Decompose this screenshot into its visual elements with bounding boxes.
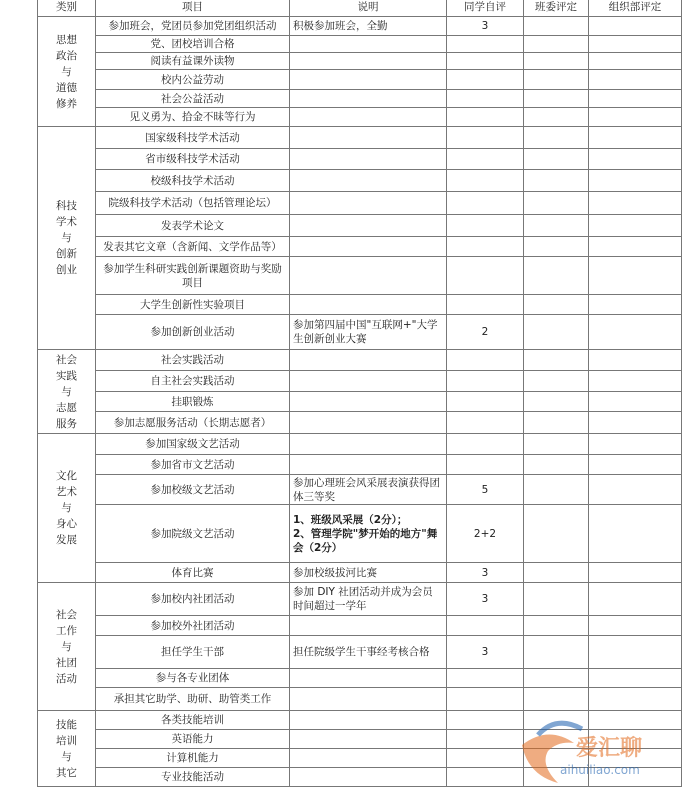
org-score-cell bbox=[589, 563, 682, 583]
category-label-line: 文化 bbox=[56, 470, 77, 482]
item-cell: 社会实践活动 bbox=[96, 350, 290, 371]
category-label-line: 志愿 bbox=[56, 401, 77, 414]
org-score-cell bbox=[589, 127, 682, 149]
org-score-cell bbox=[589, 371, 682, 392]
class-score-cell bbox=[524, 257, 589, 295]
item-cell: 承担其它助学、助研、助管类工作 bbox=[96, 688, 290, 711]
self-score-cell bbox=[447, 455, 524, 475]
self-score-cell bbox=[447, 53, 524, 70]
note-cell bbox=[290, 295, 447, 315]
class-score-cell bbox=[524, 237, 589, 257]
class-score-cell bbox=[524, 170, 589, 192]
table-row bbox=[38, 36, 682, 53]
table-row bbox=[38, 108, 682, 127]
class-score-cell bbox=[524, 108, 589, 127]
item-cell: 校内公益劳动 bbox=[96, 70, 290, 90]
org-score-cell bbox=[589, 70, 682, 90]
note-cell bbox=[290, 149, 447, 170]
evaluation-table bbox=[37, 0, 682, 787]
class-score-cell bbox=[524, 70, 589, 90]
org-score-cell bbox=[589, 583, 682, 616]
org-score-cell bbox=[589, 192, 682, 215]
table-row bbox=[38, 583, 682, 616]
table-row bbox=[38, 563, 682, 583]
org-score-cell bbox=[589, 455, 682, 475]
item-cell: 自主社会实践活动 bbox=[96, 371, 290, 392]
category-label-line: 修养 bbox=[56, 97, 77, 110]
self-score-cell bbox=[447, 669, 524, 688]
note-cell bbox=[290, 711, 447, 730]
class-score-cell bbox=[524, 127, 589, 149]
self-score-cell bbox=[447, 295, 524, 315]
self-score-cell bbox=[447, 688, 524, 711]
self-score-cell bbox=[447, 749, 524, 768]
self-score-cell bbox=[447, 70, 524, 90]
class-score-cell bbox=[524, 669, 589, 688]
self-score-cell bbox=[447, 434, 524, 455]
category-cell bbox=[38, 350, 96, 434]
category-label-line: 服务 bbox=[56, 417, 77, 430]
self-score-cell bbox=[447, 371, 524, 392]
note-cell: 参加心理班会风采展表演获得团体三等奖 bbox=[290, 475, 447, 505]
item-cell: 参加省市文艺活动 bbox=[96, 455, 290, 475]
class-score-cell bbox=[524, 392, 589, 412]
category-cell bbox=[38, 127, 96, 350]
item-cell: 见义勇为、拾金不昧等行为 bbox=[96, 108, 290, 127]
org-score-cell bbox=[589, 434, 682, 455]
class-score-cell bbox=[524, 434, 589, 455]
table-row bbox=[38, 350, 682, 371]
self-score-cell bbox=[447, 108, 524, 127]
table-row bbox=[38, 412, 682, 434]
item-cell: 专业技能活动 bbox=[96, 768, 290, 787]
item-cell: 参加学生科研实践创新课题资助与奖励项目 bbox=[96, 257, 290, 295]
table-row bbox=[38, 371, 682, 392]
org-score-cell bbox=[589, 505, 682, 563]
note-cell: 1、班级风采展（2分）； 2、管理学院"梦开始的地方"舞会（2分） bbox=[290, 505, 447, 563]
note-cell bbox=[290, 108, 447, 127]
item-cell: 院级科技学术活动（包括管理论坛） bbox=[96, 192, 290, 215]
note-cell: 参加第四届中国"互联网+"大学生创新创业大赛 bbox=[290, 315, 447, 350]
note-cell bbox=[290, 127, 447, 149]
class-score-cell bbox=[524, 636, 589, 669]
note-cell bbox=[290, 749, 447, 768]
self-score-cell bbox=[447, 392, 524, 412]
table-row bbox=[38, 192, 682, 215]
note-cell bbox=[290, 257, 447, 295]
category-label-line: 创业 bbox=[56, 264, 77, 276]
org-score-cell bbox=[589, 53, 682, 70]
class-score-cell bbox=[524, 350, 589, 371]
item-cell: 发表其它文章（含新闻、文学作品等） bbox=[96, 237, 290, 257]
org-score-cell bbox=[589, 36, 682, 53]
self-score-cell: 5 bbox=[447, 475, 524, 505]
table-row bbox=[38, 434, 682, 455]
class-score-cell bbox=[524, 295, 589, 315]
category-label-line: 与 bbox=[61, 502, 72, 514]
self-score-cell: 3 bbox=[447, 583, 524, 616]
self-score-cell bbox=[447, 237, 524, 257]
org-score-cell bbox=[589, 412, 682, 434]
category-cell bbox=[38, 583, 96, 711]
table-row bbox=[38, 53, 682, 70]
table-row bbox=[38, 616, 682, 636]
org-score-cell bbox=[589, 257, 682, 295]
category-label-line: 与 bbox=[61, 65, 72, 78]
category-label-line: 与 bbox=[61, 232, 72, 244]
item-cell: 参加志愿服务活动（长期志愿者） bbox=[96, 412, 290, 434]
table-row bbox=[38, 669, 682, 688]
class-score-cell bbox=[524, 36, 589, 53]
class-score-cell bbox=[524, 616, 589, 636]
watermark bbox=[518, 705, 678, 793]
self-score-cell bbox=[447, 257, 524, 295]
header-class-score: 班委评定 bbox=[524, 0, 589, 17]
org-score-cell bbox=[589, 350, 682, 371]
item-cell: 英语能力 bbox=[96, 730, 290, 749]
category-cell bbox=[38, 434, 96, 583]
table-row bbox=[38, 149, 682, 170]
table-row bbox=[38, 505, 682, 563]
note-cell bbox=[290, 237, 447, 257]
class-score-cell bbox=[524, 149, 589, 170]
category-label-line: 与 bbox=[61, 385, 72, 398]
self-score-cell bbox=[447, 36, 524, 53]
category-cell bbox=[38, 711, 96, 787]
category-label-line: 思想 bbox=[56, 33, 77, 46]
item-cell: 参加校内社团活动 bbox=[96, 583, 290, 616]
category-label-line: 活动 bbox=[56, 672, 77, 685]
self-score-cell bbox=[447, 170, 524, 192]
category-label-line: 工作 bbox=[56, 624, 77, 637]
org-score-cell bbox=[589, 170, 682, 192]
item-cell: 参加班会，党团员参加党团组织活动 bbox=[96, 17, 290, 36]
self-score-cell bbox=[447, 350, 524, 371]
self-score-cell bbox=[447, 192, 524, 215]
category-cell bbox=[38, 17, 96, 127]
self-score-cell bbox=[447, 768, 524, 787]
item-cell: 参加校级文艺活动 bbox=[96, 475, 290, 505]
org-score-cell bbox=[589, 669, 682, 688]
watermark-brand: 爱汇聊 bbox=[576, 736, 643, 761]
note-cell bbox=[290, 53, 447, 70]
item-cell: 阅读有益课外读物 bbox=[96, 53, 290, 70]
note-cell bbox=[290, 192, 447, 215]
header-row bbox=[38, 0, 682, 17]
org-score-cell bbox=[589, 108, 682, 127]
category-label-line: 社团 bbox=[56, 656, 77, 669]
table-row bbox=[38, 17, 682, 36]
org-score-cell bbox=[589, 392, 682, 412]
category-label-line: 技能 bbox=[56, 718, 77, 731]
class-score-cell bbox=[524, 90, 589, 108]
note-cell: 参加校级拔河比赛 bbox=[290, 563, 447, 583]
category-label-line: 艺术 bbox=[56, 486, 77, 498]
item-cell: 参与各专业团体 bbox=[96, 669, 290, 688]
class-score-cell bbox=[524, 215, 589, 237]
note-cell: 担任院级学生干事经考核合格 bbox=[290, 636, 447, 669]
org-score-cell bbox=[589, 90, 682, 108]
class-score-cell bbox=[524, 505, 589, 563]
class-score-cell bbox=[524, 192, 589, 215]
table-row bbox=[38, 90, 682, 108]
self-score-cell: 3 bbox=[447, 563, 524, 583]
org-score-cell bbox=[589, 295, 682, 315]
self-score-cell: 3 bbox=[447, 636, 524, 669]
class-score-cell bbox=[524, 412, 589, 434]
note-cell bbox=[290, 36, 447, 53]
header-category: 类别 bbox=[38, 0, 96, 17]
note-cell: 积极参加班会，全勤 bbox=[290, 17, 447, 36]
item-cell: 国家级科技学术活动 bbox=[96, 127, 290, 149]
org-score-cell bbox=[589, 215, 682, 237]
item-cell: 参加院级文艺活动 bbox=[96, 505, 290, 563]
class-score-cell bbox=[524, 315, 589, 350]
self-score-cell: 2+2 bbox=[447, 505, 524, 563]
item-cell: 各类技能培训 bbox=[96, 711, 290, 730]
class-score-cell bbox=[524, 371, 589, 392]
item-cell: 省市级科技学术活动 bbox=[96, 149, 290, 170]
note-cell bbox=[290, 371, 447, 392]
category-label-line: 科技 bbox=[56, 200, 77, 212]
class-score-cell bbox=[524, 455, 589, 475]
self-score-cell bbox=[447, 127, 524, 149]
note-cell bbox=[290, 70, 447, 90]
note-cell bbox=[290, 412, 447, 434]
self-score-cell: 3 bbox=[447, 17, 524, 36]
self-score-cell bbox=[447, 215, 524, 237]
category-label-line: 社会 bbox=[56, 608, 77, 621]
item-cell: 参加创新创业活动 bbox=[96, 315, 290, 350]
item-cell: 参加校外社团活动 bbox=[96, 616, 290, 636]
class-score-cell bbox=[524, 53, 589, 70]
org-score-cell bbox=[589, 616, 682, 636]
org-score-cell bbox=[589, 636, 682, 669]
self-score-cell bbox=[447, 412, 524, 434]
self-score-cell bbox=[447, 90, 524, 108]
org-score-cell bbox=[589, 237, 682, 257]
note-cell bbox=[290, 768, 447, 787]
item-cell: 社会公益活动 bbox=[96, 90, 290, 108]
note-cell bbox=[290, 730, 447, 749]
class-score-cell bbox=[524, 17, 589, 36]
note-cell bbox=[290, 434, 447, 455]
class-score-cell bbox=[524, 583, 589, 616]
note-cell: 参加 DIY 社团活动并成为会员时间超过一学年 bbox=[290, 583, 447, 616]
item-cell: 党、团校培训合格 bbox=[96, 36, 290, 53]
category-label-line: 与 bbox=[61, 640, 72, 653]
category-label-line: 其它 bbox=[56, 766, 77, 779]
org-score-cell bbox=[589, 315, 682, 350]
category-label-line: 学术 bbox=[56, 216, 77, 228]
org-score-cell bbox=[589, 17, 682, 36]
table-row bbox=[38, 237, 682, 257]
header-self-score: 同学自评 bbox=[447, 0, 524, 17]
item-cell: 计算机能力 bbox=[96, 749, 290, 768]
watermark-site: aihuiliao.com bbox=[560, 763, 640, 777]
table-row bbox=[38, 455, 682, 475]
self-score-cell bbox=[447, 149, 524, 170]
table-row bbox=[38, 170, 682, 192]
item-cell: 大学生创新性实验项目 bbox=[96, 295, 290, 315]
category-label-line: 政治 bbox=[56, 49, 77, 62]
category-label-line: 发展 bbox=[56, 534, 77, 546]
category-label-line: 培训 bbox=[56, 734, 77, 747]
org-score-cell bbox=[589, 149, 682, 170]
note-cell bbox=[290, 688, 447, 711]
table-row bbox=[38, 295, 682, 315]
table-row bbox=[38, 636, 682, 669]
self-score-cell bbox=[447, 616, 524, 636]
note-cell bbox=[290, 669, 447, 688]
table-row bbox=[38, 475, 682, 505]
table-row bbox=[38, 215, 682, 237]
category-label-line: 创新 bbox=[56, 248, 77, 260]
table-row bbox=[38, 70, 682, 90]
class-score-cell bbox=[524, 563, 589, 583]
table-body bbox=[38, 17, 682, 787]
item-cell: 体育比赛 bbox=[96, 563, 290, 583]
org-score-cell bbox=[589, 475, 682, 505]
item-cell: 发表学术论文 bbox=[96, 215, 290, 237]
note-cell bbox=[290, 215, 447, 237]
note-cell bbox=[290, 392, 447, 412]
note-cell bbox=[290, 455, 447, 475]
table-row bbox=[38, 392, 682, 412]
table-row bbox=[38, 315, 682, 350]
class-score-cell bbox=[524, 475, 589, 505]
category-label-line: 社会 bbox=[56, 353, 77, 366]
self-score-cell: 2 bbox=[447, 315, 524, 350]
category-label-line: 身心 bbox=[56, 518, 77, 530]
item-cell: 担任学生干部 bbox=[96, 636, 290, 669]
note-cell bbox=[290, 350, 447, 371]
note-cell bbox=[290, 170, 447, 192]
item-cell: 校级科技学术活动 bbox=[96, 170, 290, 192]
category-label-line: 实践 bbox=[56, 369, 77, 382]
category-label-line: 与 bbox=[61, 750, 72, 763]
note-cell bbox=[290, 616, 447, 636]
header-org-score: 组织部评定 bbox=[589, 0, 682, 17]
header-note: 说明 bbox=[290, 0, 447, 17]
table-row bbox=[38, 127, 682, 149]
item-cell: 参加国家级文艺活动 bbox=[96, 434, 290, 455]
note-cell bbox=[290, 90, 447, 108]
self-score-cell bbox=[447, 711, 524, 730]
item-cell: 挂职锻炼 bbox=[96, 392, 290, 412]
self-score-cell bbox=[447, 730, 524, 749]
category-label-line: 道德 bbox=[56, 81, 77, 94]
header-item: 项目 bbox=[96, 0, 290, 17]
table-row bbox=[38, 257, 682, 295]
